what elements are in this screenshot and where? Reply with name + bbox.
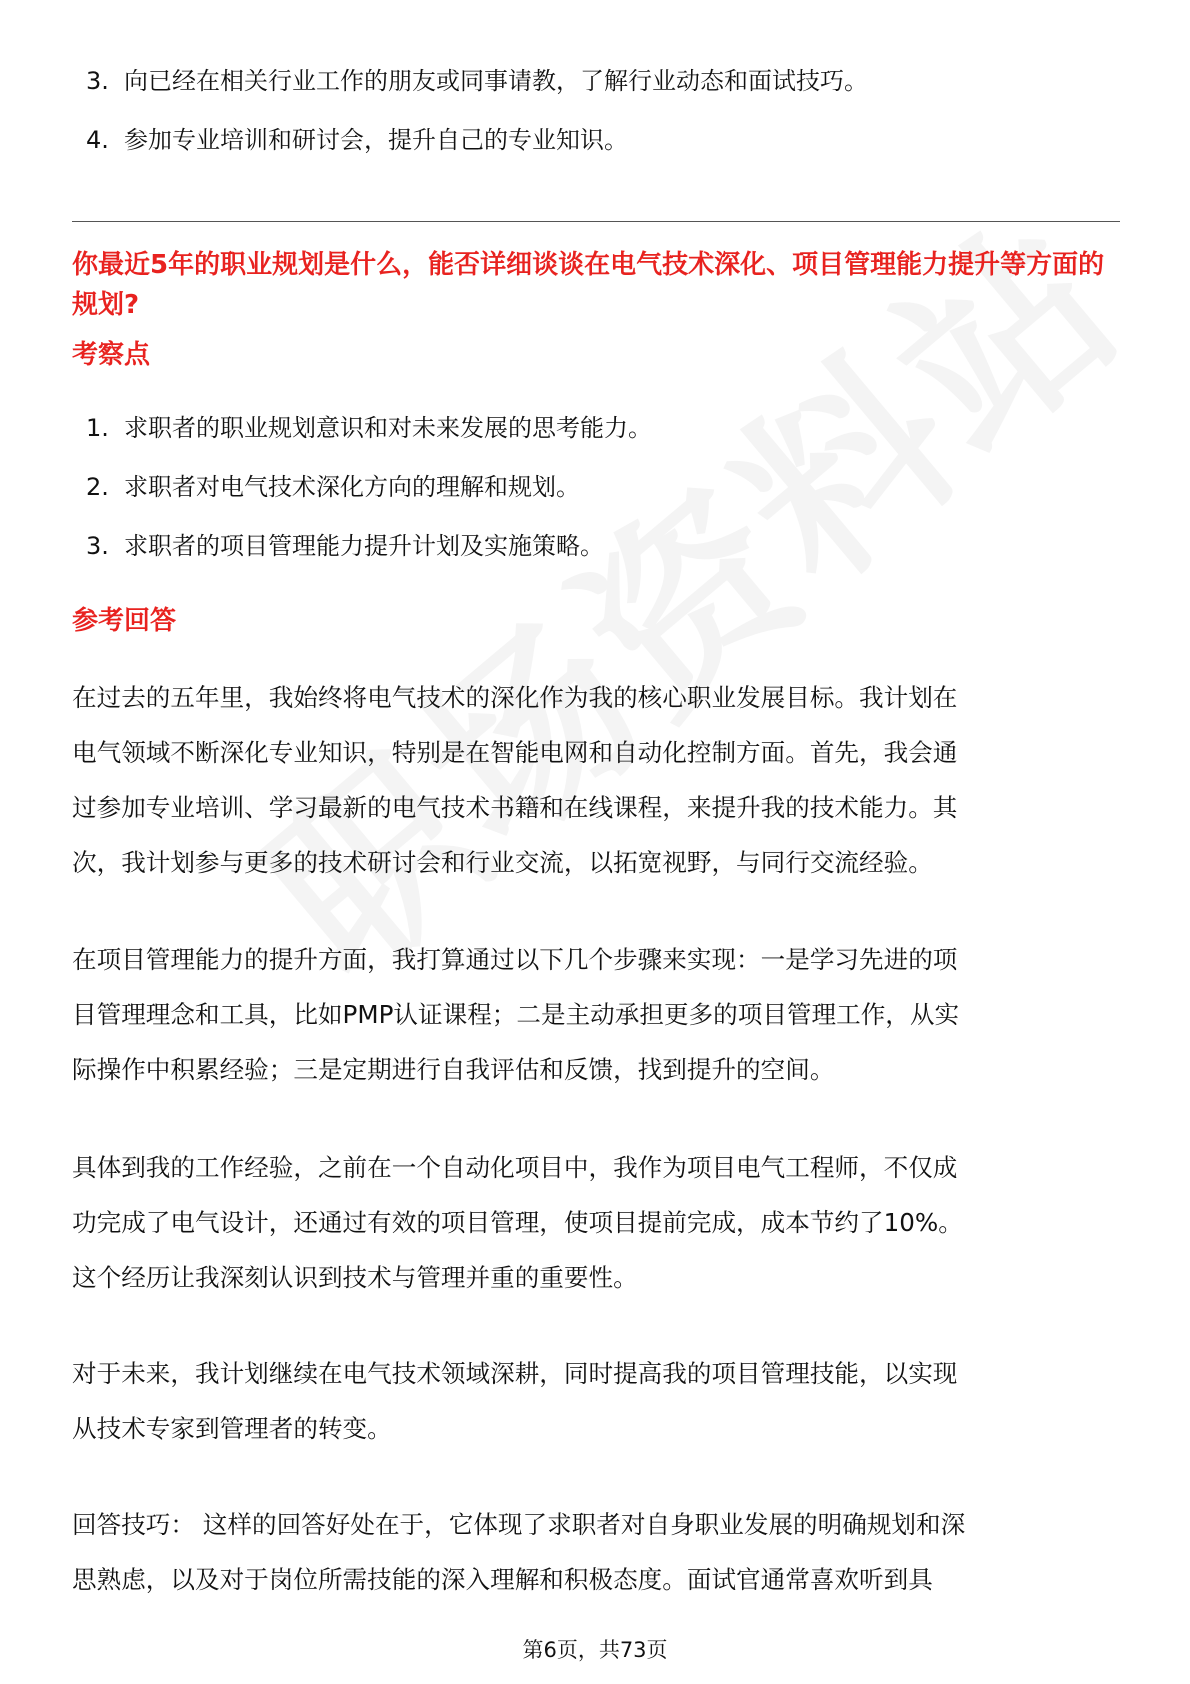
page-number: 第6页，共73页 <box>522 1638 668 1662</box>
section-divider <box>72 221 1120 222</box>
answer-paragraph: 在项目管理能力的提升方面，我打算通过以下几个步骤来实现：一是学习先进的项 目管理理念和工具，比如PMP认证课程；二是主动承担更多的项目管理工作，从实 际操作中积累经验；三是定期进行自我评估和反馈，找到提升的空间。 <box>72 945 960 1084</box>
list-item: 3. 求职者的项目管理能力提升计划及实施策略。 <box>86 532 604 560</box>
answer-tips-paragraph: 回答技巧： 这样的回答好处在于，它体现了求职者对自身职业发展的明确规划和深 思熟虑，以及对于岗位所需技能的深入理解和积极态度。面试官通常喜欢听到具 <box>72 1510 966 1594</box>
assessment-points-label: 考察点 <box>72 340 151 370</box>
answer-paragraph: 在过去的五年里，我始终将电气技术的深化作为我的核心职业发展目标。我计划在 电气领域不断深化专业知识，特别是在智能电网和自动化控制方面。首先，我会通 过参加专业培训、学习最新的电气技术书籍和在线课程，来提升我的技术能力。其 次，我计划参与更多的技术研讨会和行业交流，以拓宽视野，与同行交流经验。 <box>72 683 958 877</box>
interview-question: 你最近5年的职业规划是什么，能否详细谈谈在电气技术深化、项目管理能力提升等方面的规划? <box>72 250 1105 320</box>
list-item: 4. 参加专业培训和研讨会，提升自己的专业知识。 <box>86 126 628 154</box>
reference-answer-label: 参考回答 <box>72 606 177 636</box>
list-item: 3. 向已经在相关行业工作的朋友或同事请教，了解行业动态和面试技巧。 <box>86 67 868 95</box>
answer-paragraph: 对于未来，我计划继续在电气技术领域深耕，同时提高我的项目管理技能，以实现 从技术专家到管理者的转变。 <box>72 1359 958 1443</box>
assessment-points-list <box>86 413 652 561</box>
previous-answer-list <box>86 66 868 155</box>
list-item: 2. 求职者对电气技术深化方向的理解和规划。 <box>86 473 580 501</box>
answer-paragraph: 具体到我的工作经验，之前在一个自动化项目中，我作为项目电气工程师，不仅成 功完成了电气设计，还通过有效的项目管理，使项目提前完成，成本节约了10%。 这个经历让我深刻认识到技术与管理并重的重要性。 <box>72 1153 963 1292</box>
list-item: 1. 求职者的职业规划意识和对未来发展的思考能力。 <box>86 414 652 442</box>
